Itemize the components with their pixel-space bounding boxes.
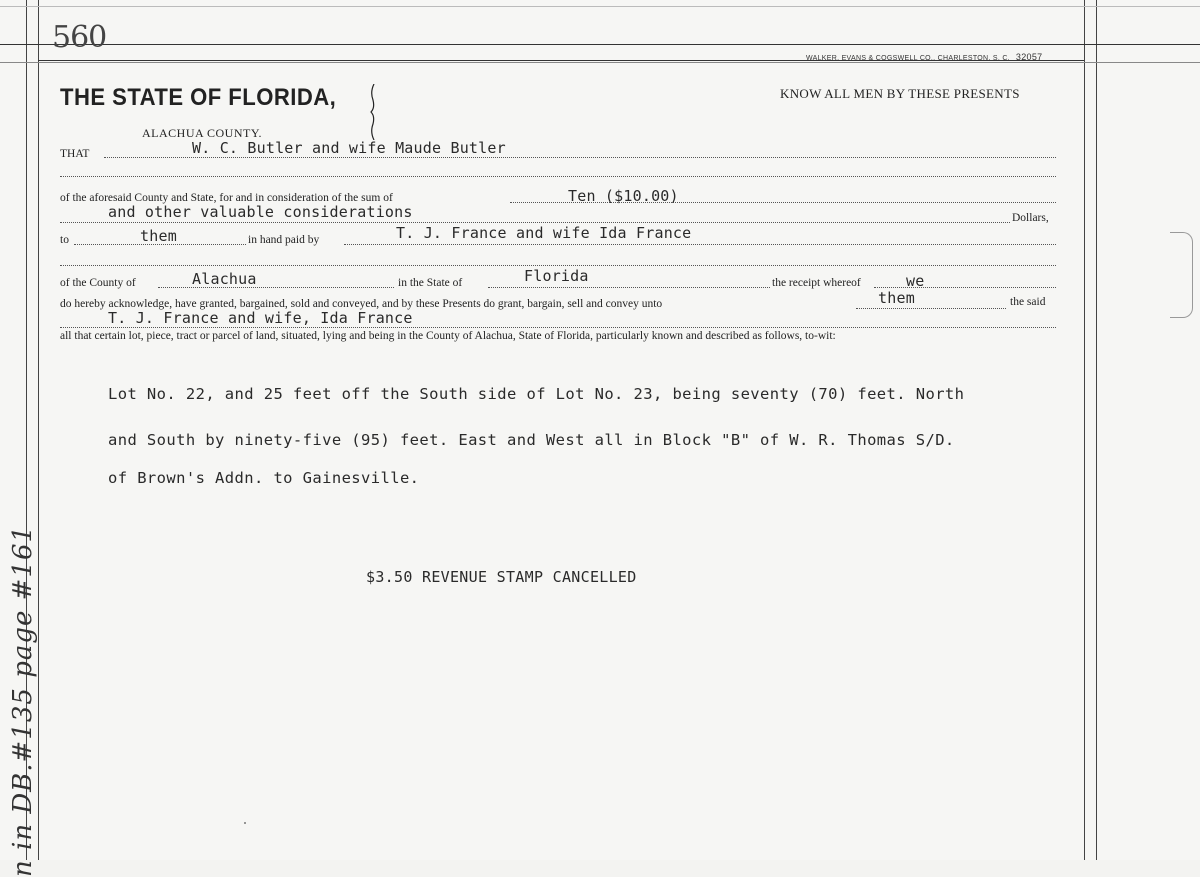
brace-mark [368,84,378,140]
convey-to-value: them [878,289,915,307]
state-title: THE STATE OF FLORIDA, [60,84,337,111]
top-rule [0,44,1200,45]
speck [244,822,246,824]
receipt-label: the receipt whereof [772,277,861,289]
consideration-label: of the aforesaid County and State, for and in consideration of the sum of [60,192,393,204]
to-wit-clause: all that certain lot, piece, tract or parcel of land, situated, lying and being in the County of Alachua, State of Florida, particularly known and described as follows, to-wit: [60,330,836,342]
top-edge-rule [0,6,1200,7]
sum-value: Ten ($10.00) [568,187,679,205]
know-all-men: KNOW ALL MEN BY THESE PRESENTS [780,86,1020,101]
dotted-line [60,222,1010,223]
grantees-2-value: T. J. France and wife, Ida France [108,309,413,327]
right-margin-rule-outer [1096,0,1097,860]
to-label: to [60,234,69,246]
county-value: Alachua [192,270,257,288]
printer-name: WALKER, EVANS & COGSWELL CO., CHARLESTON, S. C. [806,55,1010,62]
grantors-value: W. C. Butler and wife Maude Butler [192,139,506,157]
paid-by-label: in hand paid by [248,234,320,246]
description-line-2: and South by ninety-five (95) feet. East and West all in Block "B" of W. R. Thomas S/D. [108,431,955,449]
dotted-line [60,265,1056,266]
dotted-line [856,308,1006,309]
dotted-line [104,157,1056,158]
binder-clip [1170,232,1193,318]
county-heading: ALACHUA COUNTY. [142,126,262,140]
state-of-label: in the State of [398,277,463,289]
acknowledge-label: do hereby acknowledge, have granted, bargained, sold and conveyed, and by these Presents do grant, bargain, sell and convey unto [60,298,663,310]
top-rule-3 [0,62,1200,63]
to-whom-value: them [140,227,177,245]
receipt-value: we [906,272,925,290]
other-consideration: and other valuable considerations [108,203,413,221]
page-number: 560 [52,20,107,55]
dotted-line [488,287,770,288]
description-line-3: of Brown's Addn. to Gainesville. [108,469,420,487]
dotted-line [60,327,1056,328]
form-number: 32057 [1015,52,1043,62]
the-said-label: the said [1010,296,1046,308]
margin-note: n in DB.#135 page #161 [8,524,38,877]
grantees-value: T. J. France and wife Ida France [396,224,692,242]
that-label: THAT [60,148,90,160]
state-value: Florida [524,267,589,285]
dotted-line [60,176,1056,177]
dotted-line [344,244,1056,245]
description-line-1: Lot No. 22, and 25 feet off the South side of Lot No. 23, being seventy (70) feet. North [108,385,965,403]
revenue-stamp-note: $3.50 REVENUE STAMP CANCELLED [366,568,637,586]
printer-imprint [806,52,1042,62]
dollars-label: Dollars, [1012,212,1049,224]
dotted-line [874,287,1056,288]
county-of-label: of the County of [60,277,136,289]
right-margin-rule [1084,0,1085,860]
